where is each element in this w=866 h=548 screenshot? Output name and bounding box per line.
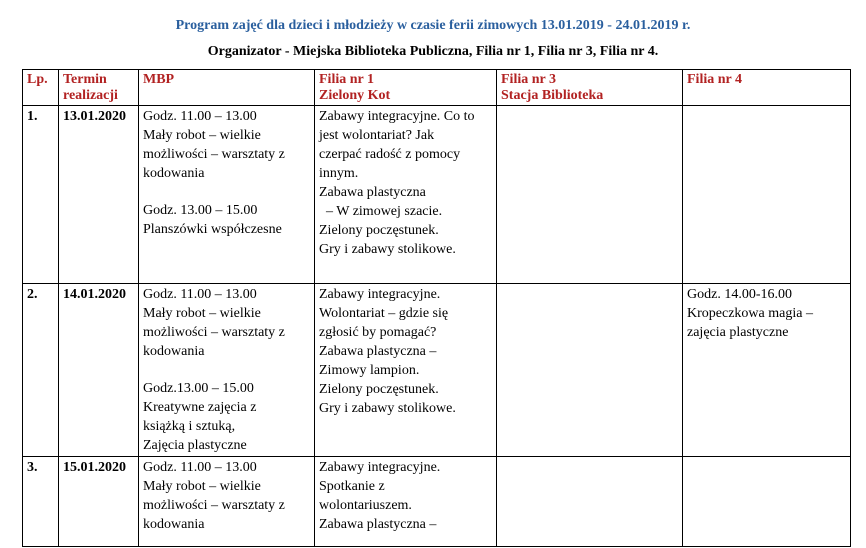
mbp-activity-line: Mały robot – wielkie <box>143 479 261 494</box>
mbp-activity-line: Zajęcia plastyczne <box>143 438 247 453</box>
filia1-cell <box>315 457 497 547</box>
row-number-cell <box>23 284 59 457</box>
mbp-activity-line: kodowania <box>143 166 205 181</box>
mbp-activity-line: kodowania <box>143 344 205 359</box>
filia1-activity-line: Zabawy integracyjne. <box>319 287 441 302</box>
filia1-activity-line: Wolontariat – gdzie się <box>319 306 449 321</box>
mbp-activity-line: Mały robot – wielkie <box>143 128 261 143</box>
filia3-cell <box>497 457 683 547</box>
row-number: 2. <box>27 287 38 302</box>
block-spacer <box>143 183 310 201</box>
filia1-cell <box>315 284 497 457</box>
column-header-mbp: MBP <box>139 70 315 106</box>
row-number: 1. <box>27 109 38 124</box>
table-row <box>23 457 851 547</box>
filia4-cell <box>683 106 851 284</box>
column-header-termin: Termin realizacji <box>59 70 139 106</box>
filia1-activity-line: innym. <box>319 166 359 181</box>
mbp-activity-line: Planszówki współczesne <box>143 222 282 237</box>
mbp-cell <box>139 106 315 284</box>
filia1-activity-line: Zielony poczęstunek. <box>319 223 439 238</box>
filia1-activity-line: Zielony poczęstunek. <box>319 382 439 397</box>
mbp-activity-line: Godz. 13.00 – 15.00 <box>143 203 258 218</box>
mbp-cell <box>139 284 315 457</box>
filia4-activity-line: Godz. 14.00-16.00 <box>687 287 792 302</box>
filia1-activity-line: jest wolontariat? Jak <box>319 128 435 143</box>
filia1-activity-line: wolontariuszem. <box>319 498 412 513</box>
row-date-cell <box>59 284 139 457</box>
mbp-activity-line: książką i sztuką, <box>143 419 236 434</box>
row-date-cell <box>59 457 139 547</box>
row-number: 3. <box>27 460 38 475</box>
filia1-activity-line: Zabawy integracyjne. <box>319 460 441 475</box>
mbp-cell <box>139 457 315 547</box>
table-header-row <box>23 70 851 106</box>
filia1-activity-line: Zabawy integracyjne. Co to <box>319 109 475 124</box>
row-number-cell <box>23 106 59 284</box>
row-date: 14.01.2020 <box>63 287 126 302</box>
document-subtitle: Organizator - Miejska Biblioteka Publiczna, Filia nr 1, Filia nr 3, Filia nr 4. <box>207 44 659 59</box>
filia1-activity-line: Spotkanie z <box>319 479 385 494</box>
mbp-activity-line: Mały robot – wielkie <box>143 306 261 321</box>
table-row <box>23 106 851 284</box>
mbp-activity-line: Godz. 11.00 – 13.00 <box>143 460 257 475</box>
row-date: 13.01.2020 <box>63 109 126 124</box>
filia4-cell <box>683 284 851 457</box>
filia1-activity-line: Gry i zabawy stolikowe. <box>319 242 456 257</box>
filia4-activity-line: Kropeczkowa magia – <box>687 306 813 321</box>
filia1-activity-line: Zabawa plastyczna – <box>319 344 437 359</box>
column-header-filia3: Filia nr 3 Stacja Biblioteka <box>497 70 683 106</box>
filia4-cell <box>683 457 851 547</box>
filia1-activity-line: Zabawa plastyczna <box>319 185 426 200</box>
column-header-filia4: Filia nr 4 <box>683 70 851 106</box>
row-date: 15.01.2020 <box>63 460 126 475</box>
column-header-lp: Lp. <box>23 70 59 106</box>
filia4-activity-line: zajęcia plastyczne <box>687 325 789 340</box>
schedule-table <box>22 69 851 547</box>
filia1-activity-line: czerpać radość z pomocy <box>319 147 461 162</box>
mbp-activity-line: kodowania <box>143 517 205 532</box>
filia3-cell <box>497 106 683 284</box>
filia1-activity-line: Zimowy lampion. <box>319 363 420 378</box>
table-row <box>23 284 851 457</box>
column-header-filia1: Filia nr 1 Zielony Kot <box>315 70 497 106</box>
filia1-cell <box>315 106 497 284</box>
mbp-activity-line: Godz.13.00 – 15.00 <box>143 381 254 396</box>
document-title: Program zajęć dla dzieci i młodzieży w czasie ferii zimowych 13.01.2019 - 24.01.2019 r. <box>175 18 691 33</box>
mbp-activity-line: Kreatywne zajęcia z <box>143 400 257 415</box>
filia1-activity-line: zgłosić by pomagać? <box>319 325 437 340</box>
mbp-activity-line: Godz. 11.00 – 13.00 <box>143 109 257 124</box>
filia1-activity-line: Zabawa plastyczna – <box>319 517 437 532</box>
filia1-activity-line: – W zimowej szacie. <box>319 204 443 219</box>
filia1-activity-line: Gry i zabawy stolikowe. <box>319 401 456 416</box>
block-spacer <box>143 361 310 379</box>
row-date-cell <box>59 106 139 284</box>
row-number-cell <box>23 457 59 547</box>
filia3-cell <box>497 284 683 457</box>
mbp-activity-line: możliwości – warsztaty z <box>143 498 285 513</box>
mbp-activity-line: Godz. 11.00 – 13.00 <box>143 287 257 302</box>
mbp-activity-line: możliwości – warsztaty z <box>143 147 285 162</box>
mbp-activity-line: możliwości – warsztaty z <box>143 325 285 340</box>
